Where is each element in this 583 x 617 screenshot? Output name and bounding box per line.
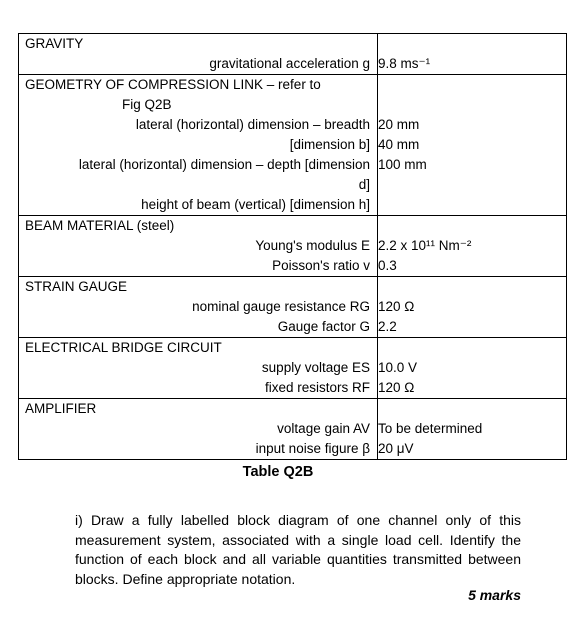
row-label: fixed resistors RF [264,380,370,395]
row-value: 20 μV [378,441,414,456]
section-heading: AMPLIFIER [25,401,97,416]
section-heading: ELECTRICAL BRIDGE CIRCUIT [25,340,222,355]
row-label: gravitational acceleration g [209,56,370,71]
row-label: height of beam (vertical) [dimension h] [141,197,370,212]
row-label: nominal gauge resistance RG [192,299,370,314]
row-value: 40 mm [378,137,420,152]
section-gravity [19,34,567,75]
section-amplifier [19,399,567,460]
section-heading-cont: Fig Q2B [122,97,172,112]
row-value: 120 Ω [378,380,415,395]
section-heading: BEAM MATERIAL (steel) [25,218,175,233]
row-label: d] [358,177,370,192]
section-heading: GEOMETRY OF COMPRESSION LINK – refer to [25,77,321,92]
row-value: 20 mm [378,117,420,132]
row-label: lateral (horizontal) dimension – breadth [135,117,370,132]
section-heading: STRAIN GAUGE [25,279,128,294]
table-caption: Table Q2B [242,464,314,480]
row-label: supply voltage ES [261,360,370,375]
row-label: Gauge factor G [277,319,370,334]
section-heading: GRAVITY [25,36,84,51]
section-bridge-circuit [19,338,567,399]
row-value: 10.0 V [378,360,418,375]
row-value: To be determined [378,421,483,436]
row-value: 100 mm [378,157,427,172]
row-label: input noise figure β [255,441,370,456]
row-value: 120 Ω [378,299,415,314]
row-value: 2.2 [378,319,397,334]
row-label: Young's modulus E [255,238,370,253]
section-geometry [19,75,567,216]
marks-label: 5 marks [468,587,521,603]
row-value: 9.8 ms⁻¹ [378,56,431,71]
spec-table [18,33,567,460]
question-text: i) Draw a fully labelled block diagram of one channel only of this measurement system, associated with a single load cell. Identify the function of each block and all variable quantities transmitted between blocks. Define appropriate notation. [75,512,521,587]
row-value: 2.2 x 10¹¹ Nm⁻² [378,238,472,253]
row-label: [dimension b] [289,137,370,152]
section-beam-material [19,216,567,277]
section-strain-gauge [19,277,567,338]
row-label: Poisson's ratio v [272,258,370,273]
row-label: voltage gain AV [277,421,370,436]
row-label: lateral (horizontal) dimension – depth [dimension [78,157,370,172]
row-value: 0.3 [378,258,397,273]
